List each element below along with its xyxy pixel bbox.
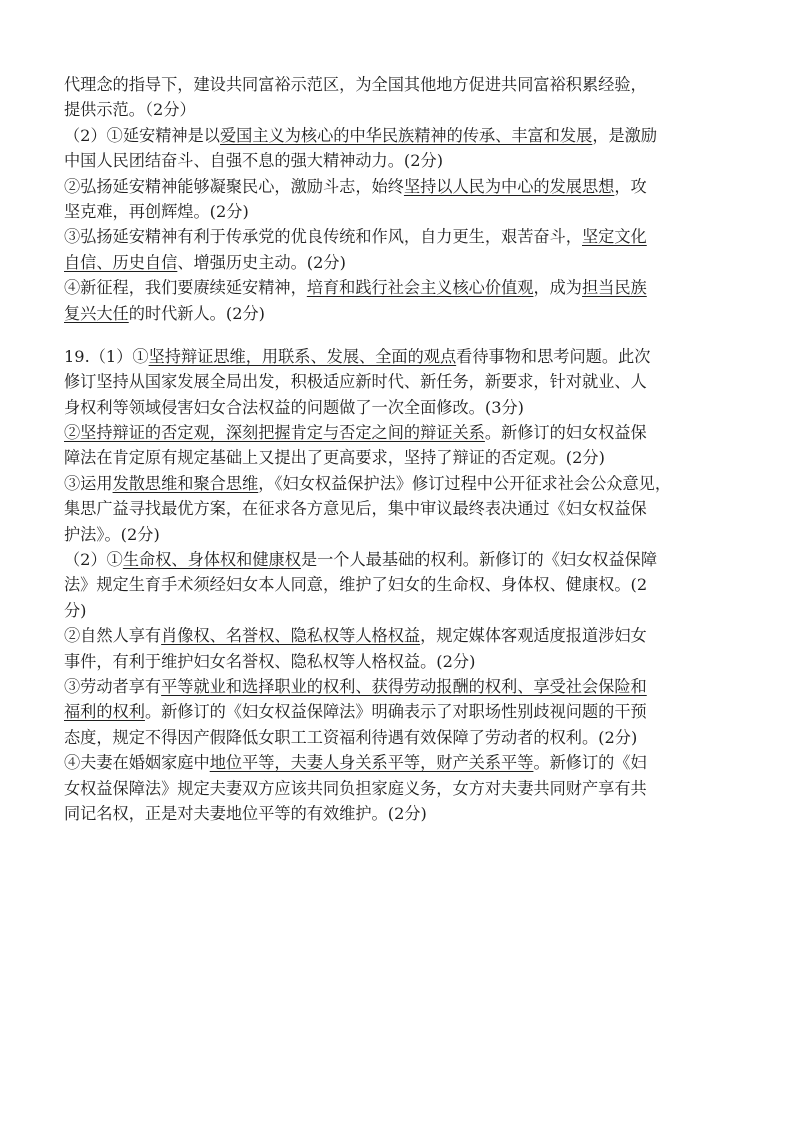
text-line [64, 598, 740, 623]
text-line [64, 547, 740, 572]
text-line [64, 674, 740, 699]
text-line [64, 395, 740, 420]
text-segment: 、增强历史主动。(2分) [177, 252, 346, 272]
text-segment: ③劳动者享有 [64, 676, 162, 696]
text-line [64, 301, 740, 326]
underlined-key-point: 坚持以人民为中心的发展思想 [403, 176, 615, 196]
text-line [64, 496, 740, 521]
underlined-key-point: 爱国主义为核心的中华民族精神的传承、丰富和发展 [220, 125, 593, 145]
text-segment: ②弘扬延安精神能够凝聚民心，激励斗志，始终 [64, 176, 404, 196]
text-segment: ，《妇女权益保护法》修订过程中公开征求社会公众意见， [258, 473, 672, 493]
text-line [64, 250, 740, 275]
text-line [64, 420, 740, 445]
text-segment: ④夫妻在婚姻家庭中 [64, 753, 210, 773]
text-segment: 提供示范。（2分） [64, 100, 196, 120]
text-line [64, 750, 740, 775]
text-line [64, 776, 740, 801]
text-segment: 19.（1）① [64, 346, 149, 366]
text-line [64, 72, 740, 97]
text-segment: 同记名权，正是对夫妻地位平等的有效维护。(2分) [64, 803, 427, 823]
text-line [64, 369, 740, 394]
underlined-key-point: 复兴大任 [64, 303, 129, 323]
text-segment: 障法在肯定原有规定基础上又提出了更高要求，坚持了辩证的否定观。(2分) [64, 448, 605, 468]
text-line [64, 344, 740, 369]
text-line [64, 801, 740, 826]
text-line [64, 445, 740, 470]
text-line [64, 522, 740, 547]
text-segment: 是一个人最基础的权利。新修订的《妇女权益保障 [300, 550, 658, 570]
text-segment: ③运用 [64, 473, 113, 493]
underlined-key-point: 坚持辩证思维，用联系、发展、全面的观点 [148, 346, 457, 366]
text-segment: ②自然人享有 [64, 626, 162, 646]
underlined-key-point: 担当民族 [582, 278, 647, 298]
underlined-key-point: 福利的权利 [64, 702, 145, 722]
text-segment: 分) [64, 600, 87, 620]
text-segment: （2）① [64, 550, 123, 570]
text-segment: ，规定媒体客观适度报道涉妇女 [420, 626, 647, 646]
text-line [64, 649, 740, 674]
text-segment: 修订坚持从国家发展全局出发，积极适应新时代、新任务，新要求，针对就业、人 [64, 372, 647, 392]
text-segment: 事件，有利于维护妇女名誉权、隐私权等人格权益。(2分) [64, 651, 476, 671]
text-line [64, 148, 740, 173]
text-line [64, 97, 740, 122]
underlined-key-point: 平等就业和选择职业的权利、获得劳动报酬的权利、享受社会保险和 [161, 676, 647, 696]
text-segment: 集思广益寻找最优方案，在征求各方意见后，集中审议最终表决通过《妇女权益保 [64, 499, 647, 519]
text-line [64, 174, 740, 199]
text-segment: 态度，规定不得因产假降低女职工工资福利待遇有效保障了劳动者的权利。(2分) [64, 727, 638, 747]
text-line [64, 471, 740, 496]
text-segment: 。新修订的《妇女权益保障法》明确表示了对职场性别歧视问题的干预 [144, 702, 647, 722]
text-segment: ④新征程，我们要赓续延安精神， [64, 278, 307, 298]
underlined-key-point: 坚定文化 [582, 227, 647, 247]
underlined-key-point: 发散思维和聚合思维 [112, 473, 259, 493]
text-segment: 护法》。(2分) [64, 524, 160, 544]
text-line [64, 572, 740, 597]
underlined-key-point: 地位平等，夫妻人身关系平等，财产关系平等 [209, 753, 534, 773]
text-line [64, 725, 740, 750]
text-segment: 。新修订的妇女权益保 [484, 423, 647, 443]
text-segment: ，攻 [614, 176, 647, 196]
text-segment: 身权利等领域侵害妇女合法权益的问题做了一次全面修改。(3分) [64, 397, 524, 417]
text-segment: 法》规定生育手术须经妇女本人同意，维护了妇女的生命权、身体权、健康权。(2 [64, 575, 648, 595]
text-segment: 代理念的指导下，建设共同富裕示范区，为全国其他地方促进共同富裕积累经验， [64, 75, 647, 94]
text-segment: ③弘扬延安精神有利于传承党的优良传统和作风，自力更生，艰苦奋斗， [64, 227, 582, 247]
text-segment: ，是激励 [592, 125, 658, 145]
text-segment: 坚克难，再创辉煌。(2分) [64, 201, 249, 221]
text-line [64, 123, 740, 148]
text-line [64, 699, 740, 724]
text-segment: 女权益保障法》规定夫妻双方应该共同负担家庭义务，女方对夫妻共同财产享有共 [64, 778, 647, 798]
text-segment: 。新修订的《妇 [533, 753, 647, 773]
underlined-key-point: 生命权、身体权和健康权 [122, 550, 301, 570]
underlined-key-point: 培育和践行社会主义核心价值观 [306, 278, 534, 298]
text-segment: 中国人民团结奋斗、自强不息的强大精神动力。(2分) [64, 151, 444, 171]
underlined-key-point: 肖像权、名誉权、隐私权等人格权益 [161, 626, 421, 646]
underlined-key-point: 自信、历史自信 [64, 252, 178, 272]
text-segment: 看待事物和思考问题。此次 [456, 346, 651, 366]
text-line [64, 623, 740, 648]
paragraph-gap [64, 326, 740, 344]
text-line [64, 275, 740, 300]
underlined-key-point: ②坚持辩证的否定观，深刻把握肯定与否定之间的辩证关系 [64, 423, 485, 443]
text-line [64, 199, 740, 224]
text-segment: （2）①延安精神是以 [64, 125, 220, 145]
text-line [64, 224, 740, 249]
text-segment: ，成为 [533, 278, 582, 298]
text-segment: 的时代新人。(2分) [128, 303, 265, 323]
